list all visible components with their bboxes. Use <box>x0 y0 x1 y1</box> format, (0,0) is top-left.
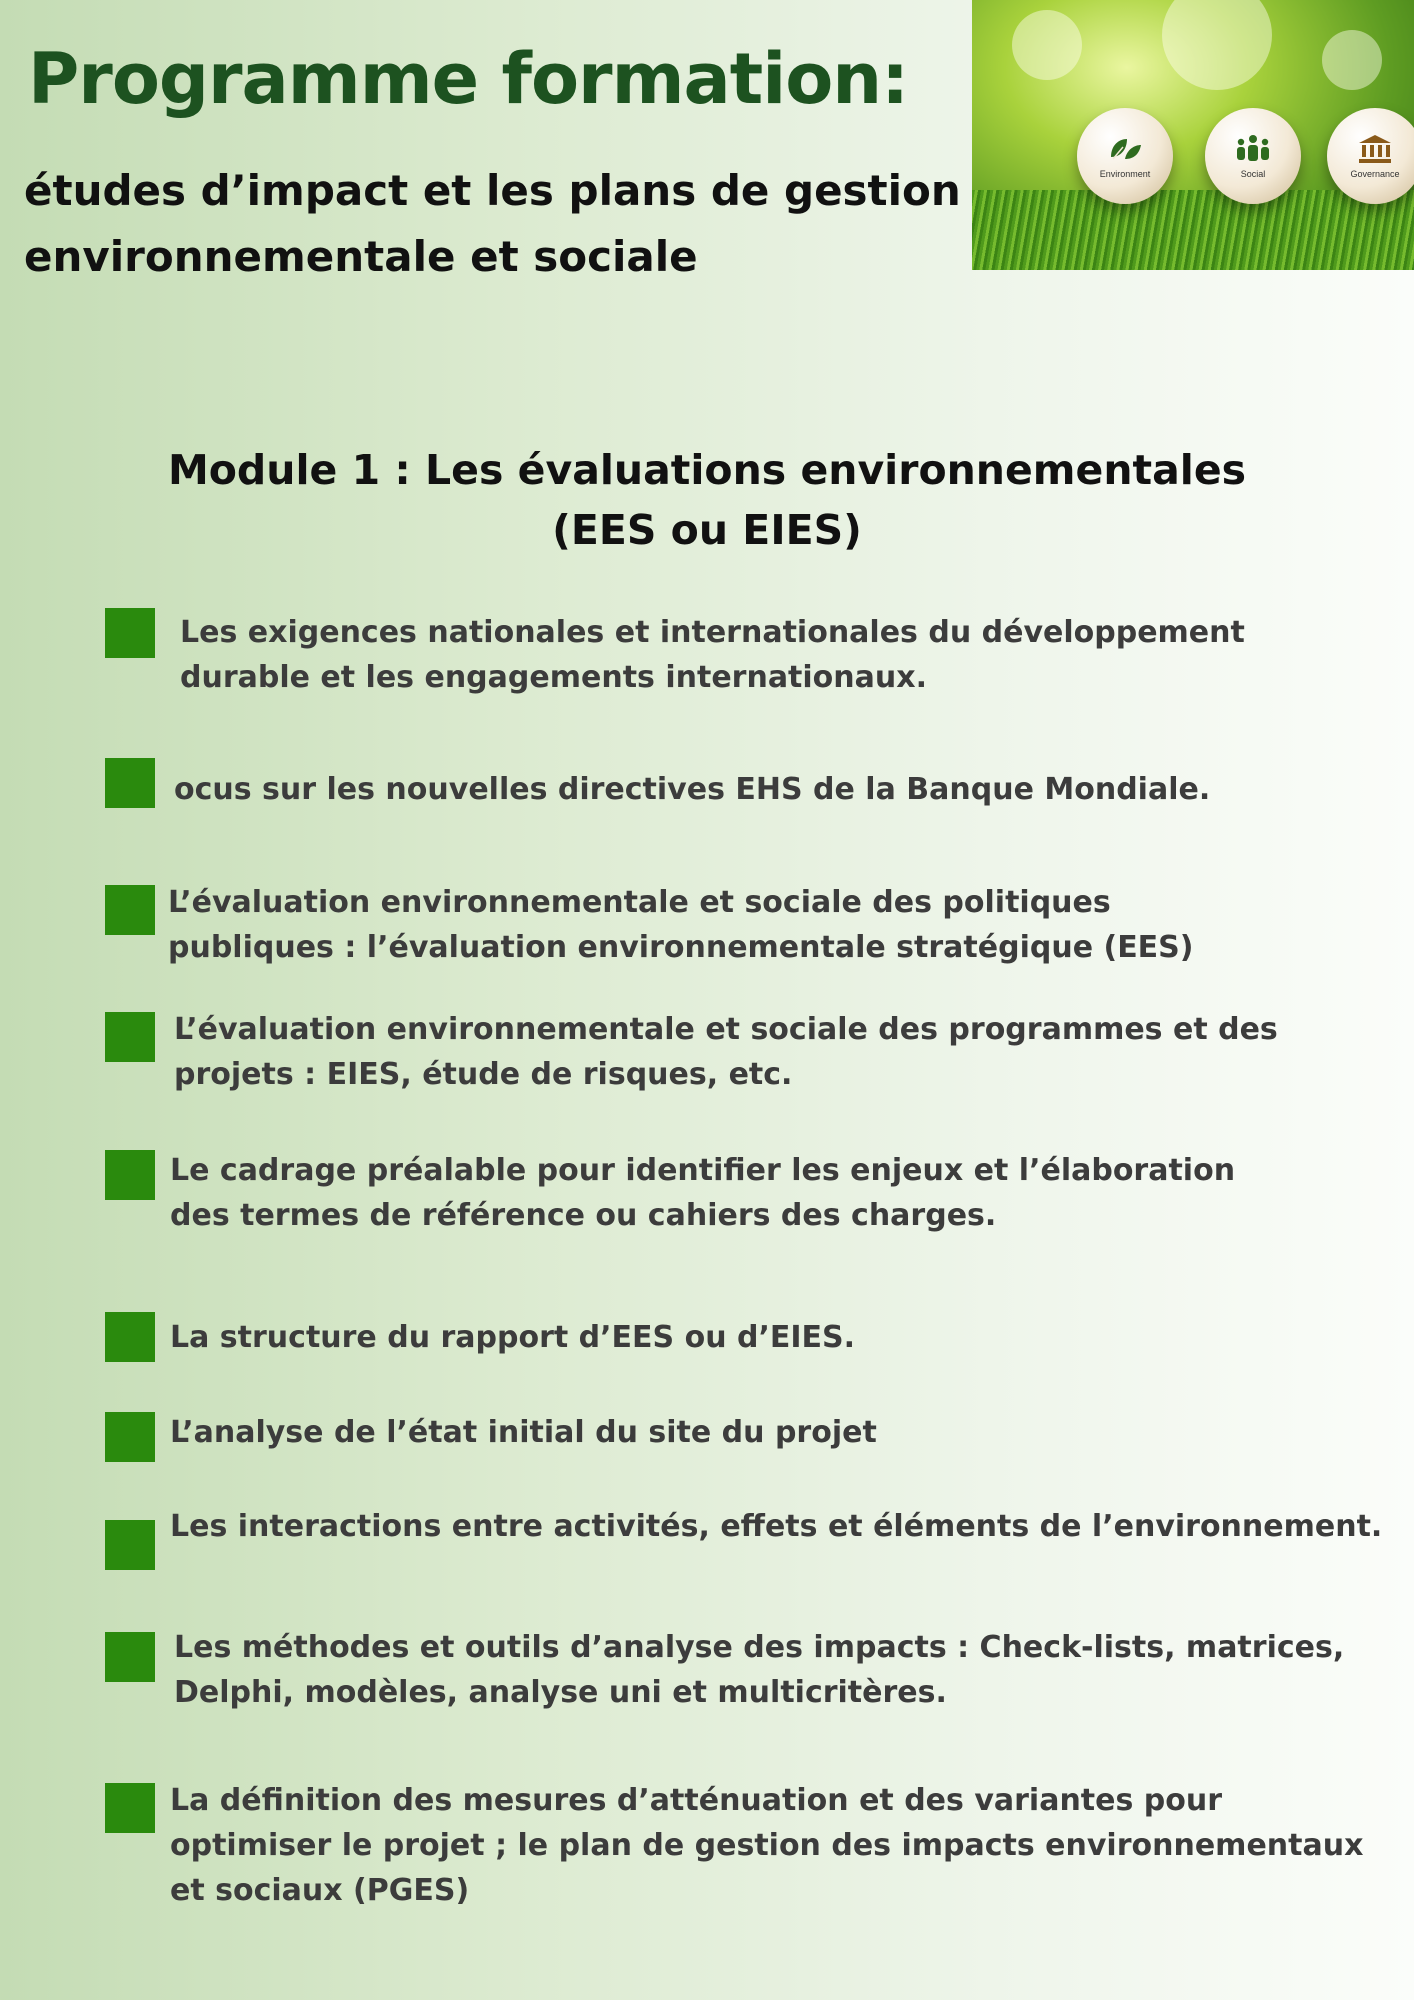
bullet-square <box>105 1150 155 1200</box>
list-item <box>170 1504 1382 1549</box>
list-item-line: publiques : l’évaluation environnementale stratégique (EES) <box>168 930 1194 965</box>
list-item <box>170 1315 855 1360</box>
list-item <box>168 880 1194 970</box>
page-subtitle <box>24 158 964 290</box>
list-item <box>174 1007 1278 1097</box>
list-item <box>170 1778 1363 1913</box>
people-icon <box>1233 133 1273 165</box>
list-item <box>174 767 1210 812</box>
subtitle-line: études d’impact et les plans de gestion <box>24 166 961 215</box>
list-item-line: La définition des mesures d’atténuation et des variantes pour <box>170 1783 1223 1818</box>
list-item-line: L’évaluation environnementale et sociale des politiques <box>168 885 1111 920</box>
list-item-line: La structure du rapport d’EES ou d’EIES. <box>170 1320 856 1355</box>
leaf-icon <box>1105 133 1145 165</box>
list-item <box>170 1410 877 1455</box>
module-title-line: Module 1 : Les évaluations environnementales <box>167 446 1247 494</box>
list-item-line: L’analyse de l’état initial du site du projet <box>170 1415 877 1450</box>
subtitle-line: environnementale et sociale <box>24 232 698 281</box>
list-item-line: Les interactions entre activités, effets et éléments de l’environnement. <box>170 1509 1383 1544</box>
list-item-line: optimiser le projet ; le plan de gestion des impacts environnementaux <box>170 1828 1364 1863</box>
page-title: Programme formation: <box>28 38 909 120</box>
ball-label: Social <box>1240 169 1266 179</box>
list-item-line: Les méthodes et outils d’analyse des impacts : Check-lists, matrices, <box>174 1630 1345 1665</box>
module-title <box>0 440 1414 560</box>
bullet-square <box>105 1312 155 1362</box>
bullet-square <box>105 758 155 808</box>
environment-ball <box>1077 108 1173 204</box>
list-item-line: Le cadrage préalable pour identifier les enjeux et l’élaboration <box>170 1153 1236 1188</box>
grass-decoration <box>972 190 1414 270</box>
list-item <box>174 1625 1344 1715</box>
list-item-line: Delphi, modèles, analyse uni et multicritères. <box>174 1675 947 1710</box>
bullet-square <box>105 1412 155 1462</box>
bullet-square <box>105 885 155 935</box>
ball-label: Environment <box>1099 169 1151 179</box>
building-icon <box>1355 133 1395 165</box>
bullet-square <box>105 1632 155 1682</box>
governance-ball <box>1327 108 1414 204</box>
list-item-line: projets : EIES, étude de risques, etc. <box>174 1057 793 1092</box>
list-item <box>170 1148 1235 1238</box>
module-title-line: (EES ou EIES) <box>552 506 862 554</box>
bullet-square <box>105 1012 155 1062</box>
list-item-line: L’évaluation environnementale et sociale des programmes et des <box>174 1012 1278 1047</box>
social-ball <box>1205 108 1301 204</box>
esg-hero-image <box>972 0 1414 270</box>
list-item-line: des termes de référence ou cahiers des charges. <box>170 1198 997 1233</box>
bullet-square <box>105 1783 155 1833</box>
list-item-line: Les exigences nationales et internationales du développement <box>180 615 1245 650</box>
list-item-line: et sociaux (PGES) <box>170 1873 470 1908</box>
bullet-square <box>105 1520 155 1570</box>
list-item <box>180 610 1245 700</box>
ball-label: Governance <box>1350 169 1400 179</box>
list-item-line: durable et les engagements internationaux. <box>180 660 927 695</box>
list-item-line: ocus sur les nouvelles directives EHS de la Banque Mondiale. <box>174 772 1211 807</box>
bullet-square <box>105 608 155 658</box>
